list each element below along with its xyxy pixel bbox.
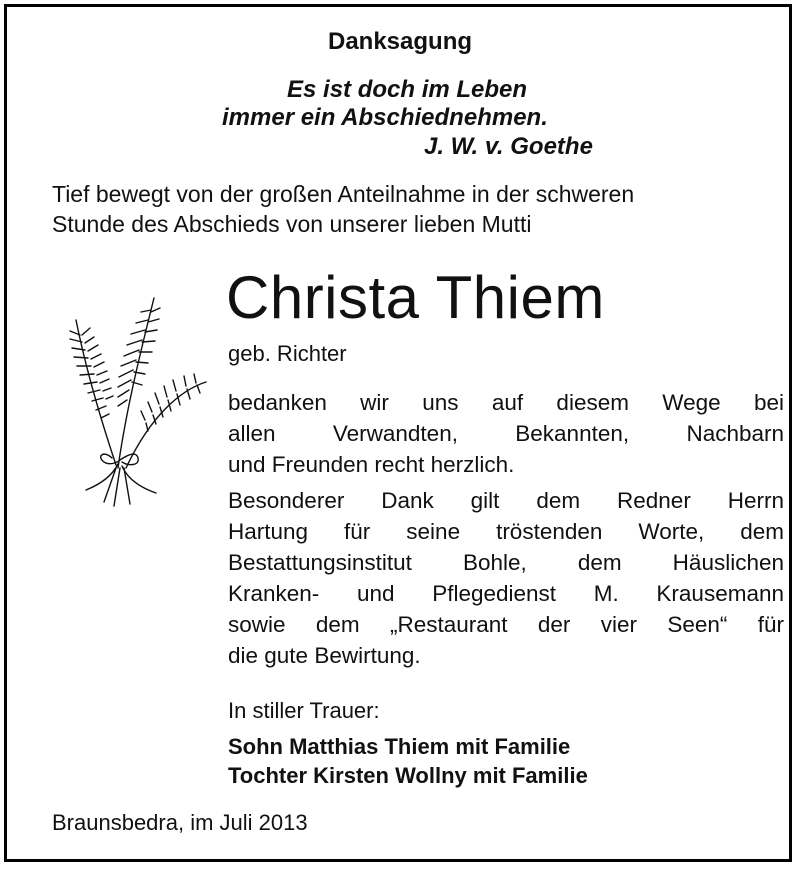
signatory-1: Sohn Matthias Thiem mit Familie [228, 734, 571, 759]
thanks-line-2: allen Verwandten, Bekannten, Nachbarn [228, 421, 784, 446]
signatory-2: Tochter Kirsten Wollny mit Familie [228, 763, 588, 788]
quote-line-2: immer ein Abschiednehmen. [222, 104, 548, 131]
special-thanks-line-2: Hartung für seine tröstenden Worte, dem [228, 519, 784, 544]
special-thanks-line-5: sowie dem „Restaurant der vier Seen“ für [228, 612, 784, 637]
special-thanks-line-1: Besonderer Dank gilt dem Redner Herrn [228, 488, 784, 513]
mourning-label: In stiller Trauer: [228, 698, 380, 723]
quote-line-1: Es ist doch im Leben [287, 76, 528, 103]
thanks-line-1: bedanken wir uns auf diesem Wege bei [228, 390, 784, 415]
special-thanks-line-4: Kranken- und Pflegedienst M. Krausemann [228, 581, 784, 606]
special-thanks-line-3: Bestattungsinstitut Bohle, dem Häuslichen [228, 550, 784, 575]
place-date: Braunsbedra, im Juli 2013 [52, 810, 308, 835]
intro-line-1: Tief bewegt von der großen Anteilnahme in der schweren [52, 181, 635, 207]
intro-line-2: Stunde des Abschieds von unserer lieben Mutti [52, 211, 532, 237]
thanks-line-3: und Freunden recht herzlich. [228, 452, 515, 477]
birth-name: geb. Richter [228, 341, 347, 366]
fern-branches-icon [46, 290, 216, 510]
heading: Danksagung [327, 28, 473, 55]
quote-author: J. W. v. Goethe [424, 133, 593, 160]
deceased-name: Christa Thiem [226, 264, 605, 331]
special-thanks-line-6: die gute Bewirtung. [228, 643, 421, 668]
